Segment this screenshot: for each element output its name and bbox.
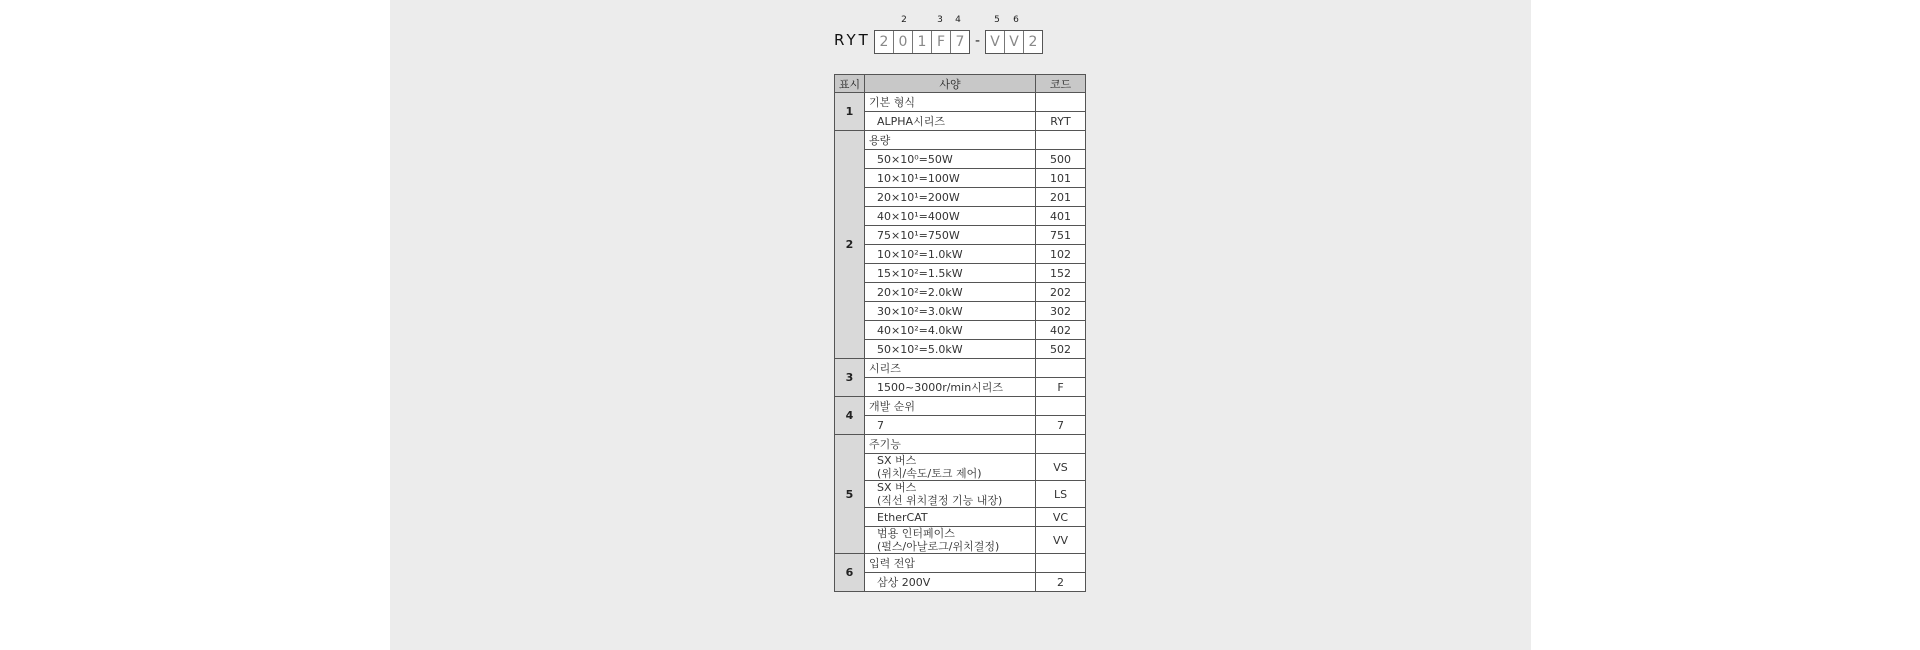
position-label: 2 [901,15,907,25]
position-label: 4 [955,15,961,25]
code-dash: - [974,33,981,49]
spec-line: 범용 인터페이스 [877,527,955,540]
code-cell: VS [1036,454,1086,481]
category-row [835,93,1086,112]
table-row [835,416,1086,435]
header-index: 표시 [835,75,865,93]
category-label: 시리즈 [865,359,1036,378]
spec-line: (위치/속도/토크 제어) [877,467,982,480]
spec-line: (직선 위치결정 기능 내장) [877,494,1003,507]
code-cell: 152 [1036,264,1086,283]
code-cell: 7 [1036,416,1086,435]
table-row [835,302,1086,321]
section-index: 5 [835,435,865,554]
table-row [835,508,1086,527]
spec-line: SX 버스 [877,481,917,494]
code-digit: 0 [894,31,913,53]
code-cell: LS [1036,481,1086,508]
table-row [835,112,1086,131]
table-row [835,527,1086,554]
code-cell: 202 [1036,283,1086,302]
code-cell: 751 [1036,226,1086,245]
spec-cell: 15×10²=1.5kW [865,264,1036,283]
spec-cell [865,527,1036,554]
section-index: 6 [835,554,865,592]
code-cell: 201 [1036,188,1086,207]
code-digit: V [986,31,1005,53]
code-group-2 [985,30,1043,54]
section-index: 4 [835,397,865,435]
table-row [835,283,1086,302]
code-cell: 502 [1036,340,1086,359]
spec-line: SX 버스 [877,454,917,467]
table-row [835,226,1086,245]
code-digit: V [1005,31,1024,53]
table-row [835,321,1086,340]
code-cell: F [1036,378,1086,397]
spec-cell: 삼상 200V [865,573,1036,592]
table-row [835,264,1086,283]
spec-cell: 10×10¹=100W [865,169,1036,188]
spec-cell: 50×10⁰=50W [865,150,1036,169]
spec-cell: 1500~3000r/min시리즈 [865,378,1036,397]
spec-line: (펄스/아날로그/위치결정) [877,540,1000,553]
spec-cell: 10×10²=1.0kW [865,245,1036,264]
code-digit: 2 [875,31,894,53]
spec-cell: 30×10²=3.0kW [865,302,1036,321]
table-row [835,150,1086,169]
category-label: 용량 [865,131,1036,150]
category-row [835,359,1086,378]
table-row [835,207,1086,226]
table-row [835,245,1086,264]
table-row [835,378,1086,397]
header-code: 코드 [1036,75,1086,93]
category-label: 기본 형식 [865,93,1036,112]
position-label: 6 [1013,15,1019,25]
code-cell: VV [1036,527,1086,554]
section-index: 1 [835,93,865,131]
spec-cell [865,481,1036,508]
category-row [835,131,1086,150]
position-label: 3 [937,15,943,25]
table-row [835,188,1086,207]
spec-cell: 20×10¹=200W [865,188,1036,207]
section-index: 2 [835,131,865,359]
spec-cell: ALPHA시리즈 [865,112,1036,131]
code-digits [874,30,1043,54]
category-row [835,554,1086,573]
code-digit: 7 [955,34,965,50]
spec-table [834,74,1086,592]
table-row [835,454,1086,481]
table-row [835,340,1086,359]
spec-cell [865,454,1036,481]
table-row [835,573,1086,592]
code-cell: 101 [1036,169,1086,188]
code-cell: 500 [1036,150,1086,169]
spec-cell: 40×10¹=400W [865,207,1036,226]
model-prefix: RYT [834,31,871,49]
table-row [835,169,1086,188]
category-label: 입력 전압 [865,554,1036,573]
code-digit: 2 [1028,34,1038,50]
spec-cell: 7 [865,416,1036,435]
spec-cell: EtherCAT [865,508,1036,527]
category-row [835,435,1086,454]
code-cell: 302 [1036,302,1086,321]
position-label: 5 [994,15,1000,25]
header-spec: 사양 [865,75,1036,93]
code-digit: 1 [913,31,932,53]
code-cell: VC [1036,508,1086,527]
code-cell: 2 [1036,573,1086,592]
spec-cell: 75×10¹=750W [865,226,1036,245]
spec-cell: 40×10²=4.0kW [865,321,1036,340]
code-cell: 102 [1036,245,1086,264]
spec-cell: 20×10²=2.0kW [865,283,1036,302]
code-cell: 401 [1036,207,1086,226]
code-cell: RYT [1036,112,1086,131]
table-header-row [835,75,1086,93]
code-digit: F [932,31,951,53]
section-index: 3 [835,359,865,397]
spec-cell: 50×10²=5.0kW [865,340,1036,359]
code-group-1 [874,30,970,54]
code-cell: 402 [1036,321,1086,340]
table-row [835,481,1086,508]
category-label: 주기능 [865,435,1036,454]
category-label: 개발 순위 [865,397,1036,416]
category-row [835,397,1086,416]
